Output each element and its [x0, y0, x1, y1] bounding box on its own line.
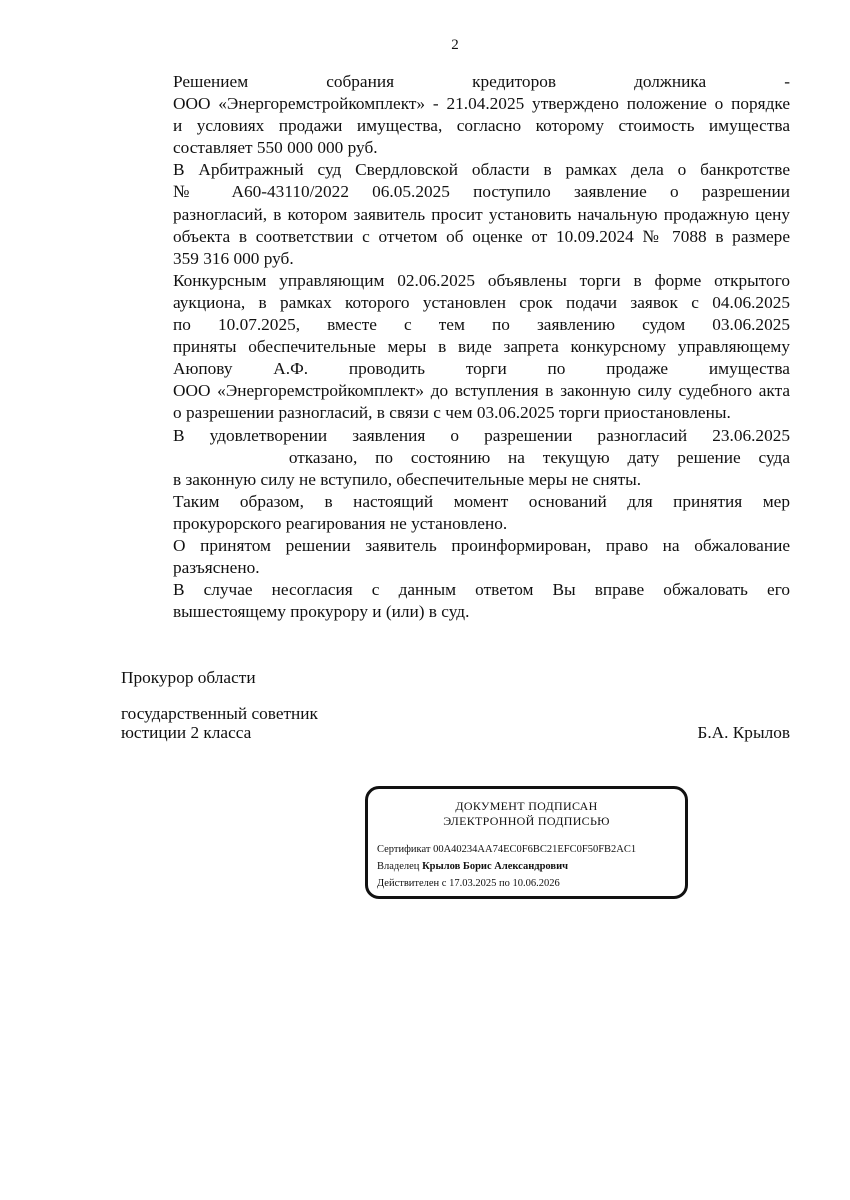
stamp-heading: [368, 799, 685, 829]
text-line: [121, 358, 790, 380]
text-fragment: О принятом решении заявитель проинформирован, право на обжалование: [173, 535, 790, 555]
text-line: [121, 491, 790, 513]
text-line: [121, 469, 790, 491]
signatory-rank-line2: юстиции 2 класса: [121, 723, 252, 742]
text-word: должника: [634, 72, 707, 91]
paragraph-disagreement-claim: [121, 159, 790, 269]
text-fragment: разногласий, в котором заявитель просит установить начальную продажную цену: [173, 204, 790, 224]
text-word: Аюпову: [173, 359, 233, 379]
text-line: [121, 93, 790, 115]
text-line: [121, 181, 790, 203]
stamp-details: [377, 841, 636, 892]
text-fragment: В случае несогласия с данным ответом Вы вправе обжаловать его: [173, 580, 790, 600]
text-line: [121, 226, 790, 248]
valid-label: Действителен: [377, 878, 440, 889]
validity-row: [377, 875, 636, 892]
text-fragment: ООО «Энергоремстройкомплект» - 21.04.2025 утверждено положение о порядке: [173, 94, 790, 114]
signatory-position: Прокурор области: [121, 668, 256, 687]
text-line: [121, 402, 790, 424]
text-line: [121, 137, 790, 159]
text-line: [121, 71, 790, 93]
text-fragment: разъяснено.: [173, 558, 260, 578]
text-line: [121, 314, 790, 336]
certificate-value: 00A40234AA74EC0F6BC21EFC0F50FB2AC1: [433, 844, 637, 855]
paragraph-auction-suspension: [121, 270, 790, 425]
paragraph-appeal-explained: [121, 535, 790, 579]
text-fragment: и условиях продажи имущества, согласно которому стоимость имущества: [173, 116, 790, 136]
text-word: торги: [465, 359, 507, 379]
text-word: собрания: [326, 72, 395, 91]
paragraph-conclusion: [121, 491, 790, 535]
text-fragment: вышестоящему прокурору и (или) в суд.: [173, 602, 470, 622]
owner-row: [377, 858, 636, 875]
text-line: [121, 292, 790, 314]
text-fragment: в законную силу не вступило, обеспечительные меры не сняты.: [173, 469, 642, 489]
text-line: [121, 447, 790, 469]
text-fragment: № А60-43110/2022 06.05.2025 поступило заявление: [173, 182, 647, 202]
text-word: имущества: [708, 359, 790, 379]
text-fragment: о разрешении: [670, 182, 791, 202]
text-line: [121, 579, 790, 601]
text-fragment: 359 316 000 руб.: [173, 248, 294, 268]
certificate-row: [377, 841, 636, 858]
stamp-heading-line2: ЭЛЕКТРОННОЙ ПОДПИСЬЮ: [443, 814, 610, 828]
text-fragment: прокурорского реагирования не установлено.: [173, 513, 508, 533]
e-signature-stamp: [365, 786, 688, 899]
text-line: [121, 380, 790, 402]
text-fragment: отказано, по состоянию на текущую дату решение суда: [288, 447, 790, 467]
text-fragment: Таким образом, в настоящий момент оснований для принятия мер: [173, 491, 790, 511]
certificate-label: Сертификат: [377, 844, 431, 855]
text-line: [121, 204, 790, 226]
text-fragment: приняты обеспечительные меры в виде запрета конкурсному управляющему: [173, 337, 790, 357]
text-line: [121, 159, 790, 181]
text-fragment: ООО «Энергоремстройкомплект» до вступления в законную силу судебного акта: [173, 381, 790, 401]
valid-from-date: 17.03.2025: [449, 878, 497, 889]
text-line: [121, 601, 790, 623]
text-word: кредиторов: [472, 72, 557, 91]
text-fragment: аукциона, в рамках которого установлен срок подачи заявок с 04.06.2025: [173, 292, 790, 312]
text-line: [121, 336, 790, 358]
text-line: [121, 535, 790, 557]
text-word: проводить: [348, 359, 426, 379]
text-fragment: составляет 550 000 000 руб.: [173, 138, 378, 158]
text-word: Решением: [173, 72, 249, 91]
paragraph-claim-rejected: [121, 425, 790, 491]
text-line: [121, 248, 790, 270]
text-line: [121, 115, 790, 137]
page-number: 2: [451, 37, 459, 53]
text-fragment: В Арбитражный суд Свердловской области в рамках дела о банкротстве: [173, 160, 790, 180]
valid-to-word: по: [498, 878, 510, 889]
stamp-heading-line1: ДОКУМЕНТ ПОДПИСАН: [455, 799, 598, 813]
signatory-rank-line1: государственный советник: [121, 704, 318, 723]
text-line: [121, 557, 790, 579]
text-word: по: [547, 359, 566, 379]
text-fragment: Конкурсным управляющим 02.06.2025 объявлены торги в форме открытого: [173, 270, 790, 290]
paragraph-property-sale-decision: [121, 71, 790, 159]
owner-value: Крылов Борис Александрович: [422, 861, 569, 872]
valid-from-word: с: [441, 878, 447, 889]
signatory-name: Б.А. Крылов: [697, 723, 790, 742]
text-word: продаже: [606, 359, 669, 379]
text-line: [121, 270, 790, 292]
owner-label: Владелец: [377, 861, 420, 872]
text-line: [121, 425, 790, 447]
text-fragment: о разрешении разногласий, в связи с чем 03.06.2025 торги приостановлены.: [173, 403, 731, 423]
paragraph-appeal-rights: [121, 579, 790, 623]
signatory-block: [121, 704, 790, 742]
text-word: А.Ф.: [273, 359, 309, 379]
text-line: [121, 513, 790, 535]
text-word: -: [784, 72, 790, 91]
letter-body: [121, 71, 790, 623]
valid-to-date: 10.06.2026: [512, 878, 560, 889]
text-fragment: В удовлетворении заявления о разрешении разногласий 23.06.2025: [173, 425, 790, 445]
text-fragment: судом 03.06.2025: [642, 315, 790, 335]
text-fragment: по 10.07.2025, вместе с тем по заявлению: [173, 315, 616, 335]
text-fragment: объекта в соответствии с отчетом об оценке от 10.09.2024 № 7088 в размере: [173, 226, 790, 246]
